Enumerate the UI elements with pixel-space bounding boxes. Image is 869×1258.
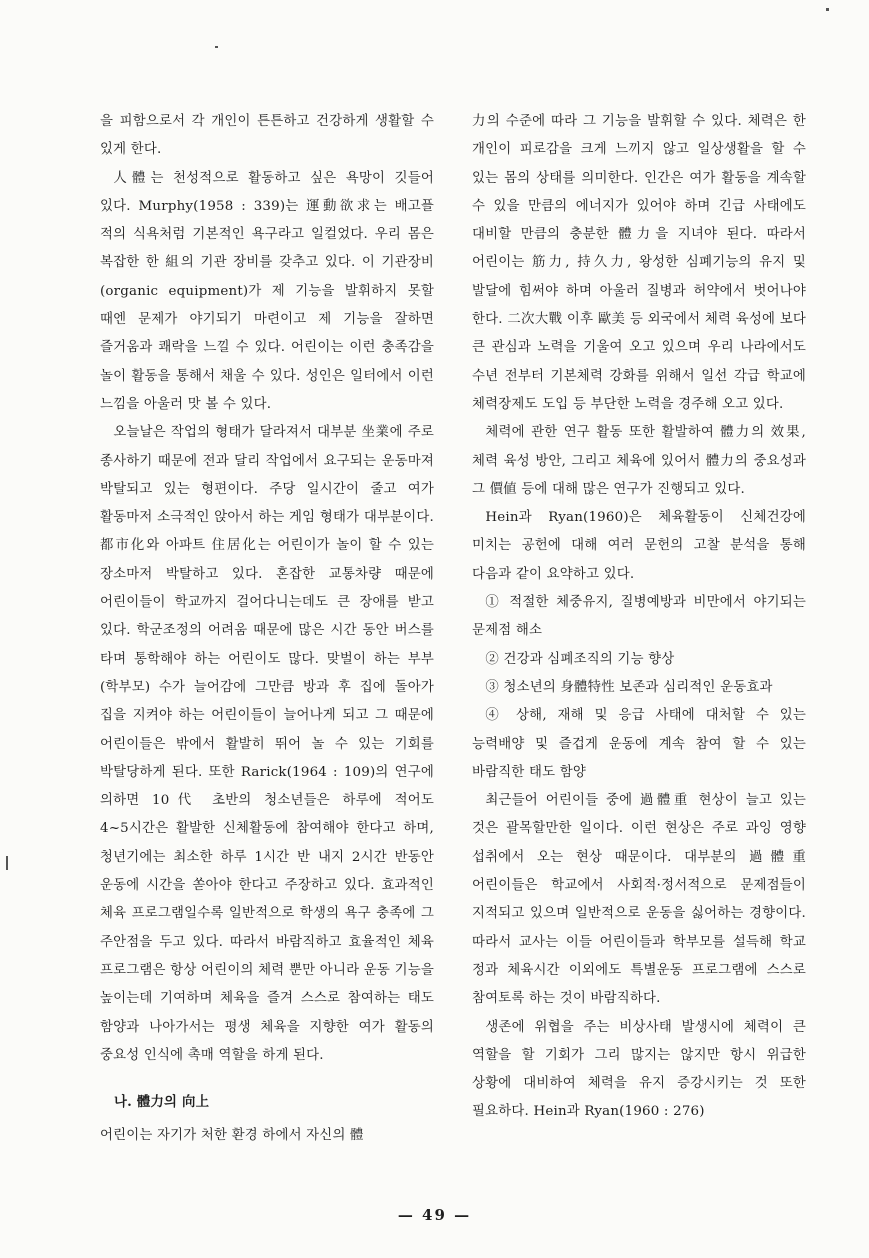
scan-speck xyxy=(6,856,8,870)
scan-speck xyxy=(215,46,218,48)
page-number: — 49 — xyxy=(397,1206,472,1224)
paragraph: 생존에 위협을 주는 비상사태 발생시에 체력이 큰 역할을 할 기회가 그리 많지는 않지만 항시 위급한 상황에 대비하여 체력을 유지 증강시키는 것 또한 필요하다. Hein과 Ryan(1960 : 276) xyxy=(472,1019,806,1120)
paragraph: ① 적절한 체중유지, 질병예방과 비만에서 야기되는 문제점 해소 xyxy=(472,595,806,639)
right-column xyxy=(472,108,806,1127)
paragraph: 어린이는 자기가 처한 환경 하에서 자신의 體 xyxy=(100,1128,364,1144)
section-heading: 나. 體力의 向上 xyxy=(114,1094,210,1111)
paragraph: 을 피함으로서 각 개인이 튼튼하고 건강하게 생활할 수 있게 한다. xyxy=(100,114,434,158)
paragraph: ③ 청소년의 身體特性 보존과 심리적인 운동효과 xyxy=(485,679,773,695)
paragraph: Hein과 Ryan(1960)은 체육활동이 신체건강에 미치는 공헌에 대해 여러 문헌의 고찰 분석을 통해 다음과 같이 요약하고 있다. xyxy=(472,510,806,582)
paragraph: 人體는 천성적으로 활동하고 싶은 욕망이 깃들어 있다. Murphy(1958 : 339)는 運動欲求는 배고플 적의 식욕처럼 기본적인 욕구라고 일컬었다. 우리 몸은 복잡한 한 組의 기관 장비를 갖추고 있다. 이 기관장비(organic equipment)가 제 기능을 발휘하지 못할 때엔 문제가 야기되기 마련이고 제 기능을 잘하면 즐거움과 쾌락을 느낄 수 있다. 어린이는 이런 충족감을 놀이 활동을 통해서 채울 수 있다. 성인은 일터에서 이런 느낌을 아울러 맛 볼 수 있다. xyxy=(100,170,434,412)
left-column xyxy=(100,108,434,1151)
paragraph: 체력에 관한 연구 활동 또한 활발하여 體力의 效果, 체력 육성 방안, 그리고 체육에 있어서 體力의 중요성과 그 價値 등에 대해 많은 연구가 진행되고 있다. xyxy=(472,425,806,497)
paragraph: 최근들어 어린이들 중에 過體重 현상이 늘고 있는 것은 괄목할만한 일이다. 이런 현상은 주로 과잉 영향 섭취에서 오는 현상 때문이다. 대부분의 過體重 어린이들은 학교에서 사회적·정서적으로 문제점들이 지적되고 있으며 일반적으로 운동을 싫어하는 경향이다. 따라서 교사는 이들 어린이들과 학부모를 설득해 학교 정과 체육시간 이외에도 특별운동 프로그램에 스스로 참여토록 하는 것이 바람직하다. xyxy=(472,793,806,1007)
paragraph: 力의 수준에 따라 그 기능을 발휘할 수 있다. 체력은 한 개인이 피로감을 크게 느끼지 않고 일상생활을 할 수 있는 몸의 상태를 의미한다. 인간은 여가 활동을 계속할 수 있을 만큼의 에너지가 있어야 하며 긴급 사태에도 대비할 만큼의 충분한 體力을 지녀야 된다. 따라서 어린이는 筋力, 持久力, 왕성한 심폐기능의 유지 및 발달에 힘써야 하며 아울러 질병과 허약에서 벗어나야 한다. 二次大戰 이후 歐美 등 외국에서 체력 육성에 보다 큰 관심과 노력을 기울여 오고 있으며 우리 나라에서도 수년 전부터 기본체력 강화를 위해서 일선 각급 학교에 체력장제도 도입 등 부단한 노력을 경주해 오고 있다. xyxy=(472,114,806,412)
paragraph: ④ 상해, 재해 및 응급 사태에 대처할 수 있는 능력배양 및 즐겁게 운동에 계속 참여 할 수 있는 바람직한 태도 함양 xyxy=(472,708,806,780)
paragraph: 오늘날은 작업의 형태가 달라져서 대부분 坐業에 주로 종사하기 때문에 전과 달리 작업에서 요구되는 운동마져 박탈되고 있는 형편이다. 주당 일시간이 줄고 여가 활동마저 소극적인 앉아서 하는 게임 형태가 대부분이다. 都市化와 아파트 住居化는 어린이가 놀이 할 수 있는 장소마저 박탈하고 있다. 혼잡한 교통차량 때문에 어린이들이 학교까지 걸어다니는데도 큰 장애를 받고 있다. 학군조정의 어려움 때문에 많은 시간 동안 버스를 타며 통학해야 하는 어린이도 많다. 맞벌이 하는 부부(학부모) 수가 늘어감에 그만큼 방과 후 집에 돌아가 집을 지켜야 하는 어린이들이 늘어나게 되고 그 때문에 어린이들은 밖에서 활발히 뛰어 놀 수 있는 기회를 박탈당하게 된다. 또한 Rarick(1964 : 109)의 연구에 의하면 10代 초반의 청소년들은 하루에 적어도 4~5시간은 활발한 신체활동에 참여해야 한다고 하며, 청년기에는 최소한 하루 1시간 반 내지 2시간 반동안 운동에 시간을 쏟아야 한다고 주장하고 있다. 효과적인 체육 프로그램일수록 일반적으로 학생의 욕구 충족에 그 주안점을 두고 있다. 따라서 바람직하고 효율적인 체육 프로그램은 항상 어린이의 체력 뿐만 아니라 운동 기능을 높이는데 기여하며 체육을 즐겨 스스로 참여하는 태도 함양과 나아가서는 평생 체육을 지향한 여가 활동의 중요성 인식에 촉매 역할을 하게 된다. xyxy=(100,425,434,1063)
scan-speck xyxy=(826,8,829,11)
paragraph: ② 건강과 심폐조직의 기능 향상 xyxy=(485,651,675,667)
